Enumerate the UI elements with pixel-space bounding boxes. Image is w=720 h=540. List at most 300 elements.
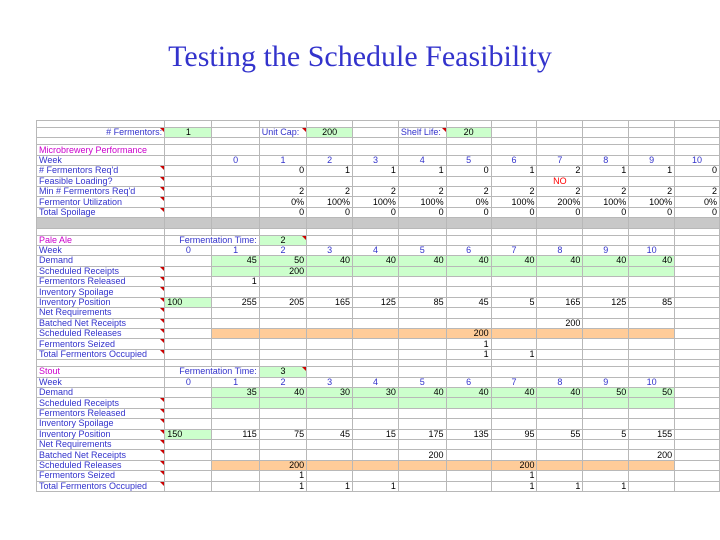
value-cell[interactable] <box>675 176 720 186</box>
empty-cell[interactable] <box>165 155 212 165</box>
value-cell[interactable]: 50 <box>629 387 675 397</box>
week-number[interactable]: 7 <box>491 377 537 387</box>
row-label[interactable]: Week <box>37 245 165 255</box>
week-number[interactable]: 2 <box>259 377 306 387</box>
empty-cell[interactable] <box>446 138 491 145</box>
empty-cell[interactable] <box>491 138 537 145</box>
value-cell[interactable] <box>398 398 446 408</box>
empty-cell[interactable] <box>259 218 306 228</box>
value-cell[interactable]: 0 <box>259 207 306 217</box>
empty-cell[interactable] <box>629 228 675 235</box>
empty-cell[interactable] <box>491 228 537 235</box>
value-cell[interactable] <box>307 439 353 449</box>
value-cell[interactable] <box>212 287 259 297</box>
value-cell[interactable]: 125 <box>583 297 629 307</box>
empty-cell[interactable] <box>629 235 675 245</box>
value-cell[interactable] <box>583 277 629 287</box>
row-label[interactable]: Fermentors Released <box>37 277 165 287</box>
value-cell[interactable] <box>165 308 212 318</box>
value-cell[interactable] <box>629 176 675 186</box>
row-label[interactable]: Week <box>37 155 165 165</box>
value-cell[interactable] <box>353 408 399 418</box>
value-cell[interactable]: 100% <box>353 197 399 207</box>
fermentation-time-input[interactable]: 3 <box>259 367 306 377</box>
value-cell[interactable] <box>629 277 675 287</box>
row-label[interactable]: Total Fermentors Occupied <box>37 481 165 491</box>
value-cell[interactable] <box>491 287 537 297</box>
week-number[interactable]: 3 <box>353 155 399 165</box>
value-cell[interactable] <box>307 408 353 418</box>
week-number[interactable]: 4 <box>398 155 446 165</box>
value-cell[interactable] <box>212 266 259 276</box>
value-cell[interactable]: 1 <box>629 166 675 176</box>
value-cell[interactable]: 165 <box>537 297 583 307</box>
value-cell[interactable] <box>307 287 353 297</box>
value-cell[interactable]: 40 <box>446 387 491 397</box>
value-cell[interactable]: 2 <box>446 186 491 196</box>
empty-cell[interactable] <box>37 360 165 367</box>
value-cell[interactable]: 15 <box>353 429 399 439</box>
value-cell[interactable] <box>629 318 675 328</box>
row-label[interactable]: Feasible Loading? <box>37 176 165 186</box>
value-cell[interactable] <box>398 277 446 287</box>
empty-cell[interactable] <box>629 360 675 367</box>
value-cell[interactable] <box>583 408 629 418</box>
week-number[interactable]: 7 <box>537 155 583 165</box>
week-number[interactable]: 9 <box>583 377 629 387</box>
week-number[interactable]: 9 <box>629 155 675 165</box>
value-cell[interactable] <box>307 450 353 460</box>
value-cell[interactable] <box>259 329 306 339</box>
value-cell[interactable] <box>353 339 399 349</box>
value-cell[interactable] <box>629 439 675 449</box>
value-cell[interactable] <box>212 439 259 449</box>
value-cell[interactable]: 30 <box>353 387 399 397</box>
row-label[interactable]: Inventory Spoilage <box>37 287 165 297</box>
empty-cell[interactable] <box>583 218 629 228</box>
value-cell[interactable] <box>212 471 259 481</box>
empty-cell[interactable] <box>675 377 720 387</box>
value-cell[interactable]: 1 <box>259 471 306 481</box>
value-cell[interactable]: 5 <box>583 429 629 439</box>
value-cell[interactable]: 0% <box>675 197 720 207</box>
empty-cell[interactable] <box>398 218 446 228</box>
value-cell[interactable]: 100 <box>165 297 212 307</box>
fermentation-time-label[interactable]: Fermentation Time: <box>165 235 260 245</box>
empty-cell[interactable] <box>446 235 491 245</box>
empty-cell[interactable] <box>446 360 491 367</box>
empty-cell[interactable] <box>353 360 399 367</box>
value-cell[interactable]: 0 <box>446 166 491 176</box>
value-cell[interactable] <box>537 277 583 287</box>
empty-cell[interactable] <box>537 121 583 128</box>
value-cell[interactable] <box>446 471 491 481</box>
value-cell[interactable] <box>398 339 446 349</box>
value-cell[interactable]: 40 <box>491 256 537 266</box>
empty-cell[interactable] <box>629 128 675 138</box>
value-cell[interactable] <box>398 308 446 318</box>
empty-cell[interactable] <box>212 138 259 145</box>
empty-cell[interactable] <box>675 339 720 349</box>
value-cell[interactable] <box>259 339 306 349</box>
empty-cell[interactable] <box>675 450 720 460</box>
empty-cell[interactable] <box>537 145 583 155</box>
week-number[interactable]: 6 <box>446 377 491 387</box>
empty-cell[interactable] <box>675 308 720 318</box>
week-number[interactable]: 10 <box>629 245 675 255</box>
value-cell[interactable]: 115 <box>212 429 259 439</box>
value-cell[interactable]: 100% <box>583 197 629 207</box>
empty-cell[interactable] <box>212 218 259 228</box>
value-cell[interactable] <box>398 176 446 186</box>
empty-cell[interactable] <box>675 481 720 491</box>
value-cell[interactable]: 95 <box>491 429 537 439</box>
empty-cell[interactable] <box>307 235 353 245</box>
value-cell[interactable] <box>446 318 491 328</box>
value-cell[interactable]: 75 <box>259 429 306 439</box>
empty-cell[interactable] <box>398 360 446 367</box>
value-cell[interactable] <box>212 329 259 339</box>
value-cell[interactable]: 1 <box>446 349 491 359</box>
row-label[interactable]: # Fermentors Req'd <box>37 166 165 176</box>
row-label[interactable]: Demand <box>37 256 165 266</box>
value-cell[interactable] <box>307 329 353 339</box>
value-cell[interactable]: 175 <box>398 429 446 439</box>
value-cell[interactable] <box>629 349 675 359</box>
empty-cell[interactable] <box>353 367 399 377</box>
value-cell[interactable] <box>165 277 212 287</box>
value-cell[interactable] <box>583 439 629 449</box>
value-cell[interactable] <box>537 471 583 481</box>
value-cell[interactable]: 55 <box>537 429 583 439</box>
value-cell[interactable] <box>537 419 583 429</box>
value-cell[interactable] <box>629 266 675 276</box>
value-cell[interactable]: 2 <box>537 186 583 196</box>
value-cell[interactable] <box>629 460 675 470</box>
value-cell[interactable]: 40 <box>491 387 537 397</box>
week-number[interactable]: 6 <box>446 245 491 255</box>
value-cell[interactable] <box>491 329 537 339</box>
empty-cell[interactable] <box>259 145 306 155</box>
row-label[interactable]: Inventory Spoilage <box>37 419 165 429</box>
value-cell[interactable] <box>583 398 629 408</box>
value-cell[interactable] <box>583 176 629 186</box>
row-label[interactable]: Inventory Position <box>37 429 165 439</box>
value-cell[interactable] <box>446 450 491 460</box>
empty-cell[interactable] <box>583 145 629 155</box>
week-number[interactable]: 6 <box>491 155 537 165</box>
section-title-stout[interactable]: Stout <box>37 367 165 377</box>
value-cell[interactable]: 50 <box>259 256 306 266</box>
value-cell[interactable]: 50 <box>583 387 629 397</box>
row-label[interactable]: Fermentor Utilization <box>37 197 165 207</box>
fermentation-time-label[interactable]: Fermentation Time: <box>165 367 260 377</box>
fermentation-time-input[interactable]: 2 <box>259 235 306 245</box>
empty-cell[interactable] <box>398 228 446 235</box>
value-cell[interactable]: 0 <box>398 207 446 217</box>
empty-cell[interactable] <box>675 329 720 339</box>
value-cell[interactable]: 40 <box>583 256 629 266</box>
empty-cell[interactable] <box>675 277 720 287</box>
value-cell[interactable]: 1 <box>491 349 537 359</box>
value-cell[interactable]: 85 <box>629 297 675 307</box>
value-cell[interactable]: 125 <box>353 297 399 307</box>
value-cell[interactable] <box>307 176 353 186</box>
week-number[interactable]: 0 <box>212 155 259 165</box>
value-cell[interactable] <box>307 277 353 287</box>
value-cell[interactable] <box>446 176 491 186</box>
value-cell[interactable] <box>446 287 491 297</box>
empty-cell[interactable] <box>37 218 165 228</box>
value-cell[interactable] <box>165 256 212 266</box>
value-cell[interactable] <box>491 408 537 418</box>
value-cell[interactable] <box>583 318 629 328</box>
empty-cell[interactable] <box>212 360 259 367</box>
row-label[interactable]: Total Fermentors Occupied <box>37 349 165 359</box>
value-cell[interactable] <box>212 318 259 328</box>
week-number[interactable]: 5 <box>398 377 446 387</box>
value-cell[interactable] <box>353 439 399 449</box>
value-cell[interactable]: 2 <box>353 186 399 196</box>
value-cell[interactable] <box>307 471 353 481</box>
week-number[interactable]: 8 <box>583 155 629 165</box>
empty-cell[interactable] <box>583 360 629 367</box>
empty-cell[interactable] <box>675 349 720 359</box>
row-label[interactable]: Net Requirements <box>37 439 165 449</box>
value-cell[interactable]: 150 <box>165 429 212 439</box>
value-cell[interactable] <box>212 207 259 217</box>
empty-cell[interactable] <box>675 471 720 481</box>
value-cell[interactable]: 0 <box>675 207 720 217</box>
value-cell[interactable] <box>165 471 212 481</box>
empty-cell[interactable] <box>446 145 491 155</box>
empty-cell[interactable] <box>353 235 399 245</box>
row-label[interactable]: Net Requirements <box>37 308 165 318</box>
value-cell[interactable]: 1 <box>353 481 399 491</box>
empty-cell[interactable] <box>307 228 353 235</box>
value-cell[interactable]: 1 <box>353 166 399 176</box>
empty-cell[interactable] <box>629 138 675 145</box>
value-cell[interactable] <box>353 471 399 481</box>
value-cell[interactable] <box>583 460 629 470</box>
value-cell[interactable] <box>353 349 399 359</box>
empty-cell[interactable] <box>675 128 720 138</box>
row-label[interactable]: Scheduled Releases <box>37 460 165 470</box>
value-cell[interactable] <box>583 349 629 359</box>
value-cell[interactable] <box>212 481 259 491</box>
empty-cell[interactable] <box>537 235 583 245</box>
empty-cell[interactable] <box>675 398 720 408</box>
row-label[interactable]: Batched Net Receipts <box>37 450 165 460</box>
value-cell[interactable] <box>307 460 353 470</box>
value-cell[interactable] <box>583 266 629 276</box>
value-cell[interactable] <box>212 408 259 418</box>
value-cell[interactable] <box>398 329 446 339</box>
empty-cell[interactable] <box>37 138 165 145</box>
week-number[interactable]: 1 <box>212 245 259 255</box>
empty-cell[interactable] <box>212 145 259 155</box>
empty-cell[interactable] <box>675 367 720 377</box>
value-cell[interactable]: 1 <box>583 481 629 491</box>
row-label[interactable]: Inventory Position <box>37 297 165 307</box>
value-cell[interactable] <box>212 176 259 186</box>
value-cell[interactable] <box>446 398 491 408</box>
empty-cell[interactable] <box>537 360 583 367</box>
empty-cell[interactable] <box>491 367 537 377</box>
empty-cell[interactable] <box>353 145 399 155</box>
section-title-pale[interactable]: Pale Ale <box>37 235 165 245</box>
value-cell[interactable] <box>583 287 629 297</box>
value-cell[interactable] <box>212 419 259 429</box>
value-cell[interactable]: 35 <box>212 387 259 397</box>
week-number[interactable]: 2 <box>307 155 353 165</box>
empty-cell[interactable] <box>491 235 537 245</box>
value-cell[interactable] <box>165 439 212 449</box>
value-cell[interactable]: 0 <box>675 166 720 176</box>
value-cell[interactable]: 2 <box>675 186 720 196</box>
value-cell[interactable] <box>259 287 306 297</box>
value-cell[interactable] <box>537 349 583 359</box>
value-cell[interactable] <box>165 349 212 359</box>
row-label[interactable]: Min # Fermentors Req'd <box>37 186 165 196</box>
empty-cell[interactable] <box>307 367 353 377</box>
value-cell[interactable]: 0 <box>446 207 491 217</box>
empty-cell[interactable] <box>675 256 720 266</box>
value-cell[interactable] <box>307 419 353 429</box>
value-cell[interactable] <box>398 460 446 470</box>
value-cell[interactable] <box>629 287 675 297</box>
week-number[interactable]: 4 <box>353 377 399 387</box>
row-label[interactable]: Fermentors Released <box>37 408 165 418</box>
value-cell[interactable] <box>537 439 583 449</box>
value-cell[interactable] <box>537 460 583 470</box>
value-cell[interactable] <box>307 398 353 408</box>
row-label[interactable]: Total Spoilage <box>37 207 165 217</box>
value-cell[interactable] <box>446 308 491 318</box>
section-title-performance[interactable]: Microbrewery Performance <box>37 145 165 155</box>
value-cell[interactable] <box>629 419 675 429</box>
value-cell[interactable] <box>491 419 537 429</box>
value-cell[interactable]: 40 <box>398 256 446 266</box>
row-label[interactable]: Batched Net Receipts <box>37 318 165 328</box>
empty-cell[interactable] <box>307 138 353 145</box>
empty-cell[interactable] <box>398 138 446 145</box>
empty-cell[interactable] <box>307 121 353 128</box>
value-cell[interactable] <box>629 408 675 418</box>
empty-cell[interactable] <box>165 138 212 145</box>
value-cell[interactable]: 1 <box>446 339 491 349</box>
value-cell[interactable]: 1 <box>491 166 537 176</box>
empty-cell[interactable] <box>675 235 720 245</box>
value-cell[interactable]: 200 <box>629 450 675 460</box>
value-cell[interactable] <box>353 266 399 276</box>
empty-cell[interactable] <box>583 235 629 245</box>
empty-cell[interactable] <box>583 228 629 235</box>
value-cell[interactable] <box>491 439 537 449</box>
empty-cell[interactable] <box>537 138 583 145</box>
value-cell[interactable]: 1 <box>537 481 583 491</box>
value-cell[interactable] <box>537 266 583 276</box>
value-cell[interactable]: 2 <box>307 186 353 196</box>
value-cell[interactable]: 0% <box>259 197 306 207</box>
empty-cell[interactable] <box>675 138 720 145</box>
value-cell[interactable] <box>398 266 446 276</box>
value-cell[interactable] <box>491 277 537 287</box>
week-number[interactable]: 3 <box>307 245 353 255</box>
value-cell[interactable] <box>259 408 306 418</box>
empty-cell[interactable] <box>259 360 306 367</box>
value-cell[interactable] <box>491 339 537 349</box>
week-number[interactable]: 1 <box>212 377 259 387</box>
empty-cell[interactable] <box>491 360 537 367</box>
empty-cell[interactable] <box>629 145 675 155</box>
value-cell[interactable] <box>212 186 259 196</box>
empty-cell[interactable] <box>37 228 165 235</box>
empty-cell[interactable] <box>259 228 306 235</box>
value-cell[interactable] <box>353 329 399 339</box>
value-cell[interactable] <box>353 318 399 328</box>
value-cell[interactable] <box>583 450 629 460</box>
value-cell[interactable]: 45 <box>307 429 353 439</box>
value-cell[interactable] <box>537 308 583 318</box>
value-cell[interactable]: 0 <box>307 207 353 217</box>
empty-cell[interactable] <box>675 245 720 255</box>
week-number[interactable]: 5 <box>398 245 446 255</box>
value-cell[interactable]: 2 <box>259 186 306 196</box>
value-cell[interactable] <box>537 339 583 349</box>
value-cell[interactable] <box>212 339 259 349</box>
empty-cell[interactable] <box>353 128 399 138</box>
value-cell[interactable] <box>212 197 259 207</box>
value-cell[interactable] <box>259 349 306 359</box>
empty-cell[interactable] <box>675 121 720 128</box>
value-cell[interactable] <box>353 450 399 460</box>
empty-cell[interactable] <box>675 318 720 328</box>
empty-cell[interactable] <box>583 367 629 377</box>
value-cell[interactable] <box>307 349 353 359</box>
value-cell[interactable] <box>398 419 446 429</box>
empty-cell[interactable] <box>675 218 720 228</box>
value-cell[interactable]: 155 <box>629 429 675 439</box>
empty-cell[interactable] <box>675 408 720 418</box>
value-cell[interactable] <box>259 318 306 328</box>
value-cell[interactable]: 40 <box>537 387 583 397</box>
empty-cell[interactable] <box>165 176 212 186</box>
value-cell[interactable] <box>398 318 446 328</box>
empty-cell[interactable] <box>353 138 399 145</box>
value-cell[interactable] <box>583 339 629 349</box>
value-cell[interactable] <box>398 349 446 359</box>
value-cell[interactable] <box>583 471 629 481</box>
value-cell[interactable] <box>212 166 259 176</box>
value-cell[interactable] <box>353 419 399 429</box>
value-cell[interactable] <box>165 318 212 328</box>
empty-cell[interactable] <box>37 121 165 128</box>
value-cell[interactable]: 200 <box>446 329 491 339</box>
empty-cell[interactable] <box>675 145 720 155</box>
empty-cell[interactable] <box>307 145 353 155</box>
week-number[interactable]: 2 <box>259 245 306 255</box>
value-cell[interactable] <box>259 419 306 429</box>
value-cell[interactable] <box>165 408 212 418</box>
value-cell[interactable]: 40 <box>398 387 446 397</box>
value-cell[interactable] <box>212 460 259 470</box>
value-cell[interactable] <box>165 450 212 460</box>
value-cell[interactable]: 1 <box>259 481 306 491</box>
empty-cell[interactable] <box>583 138 629 145</box>
value-cell[interactable] <box>398 287 446 297</box>
value-cell[interactable] <box>629 471 675 481</box>
